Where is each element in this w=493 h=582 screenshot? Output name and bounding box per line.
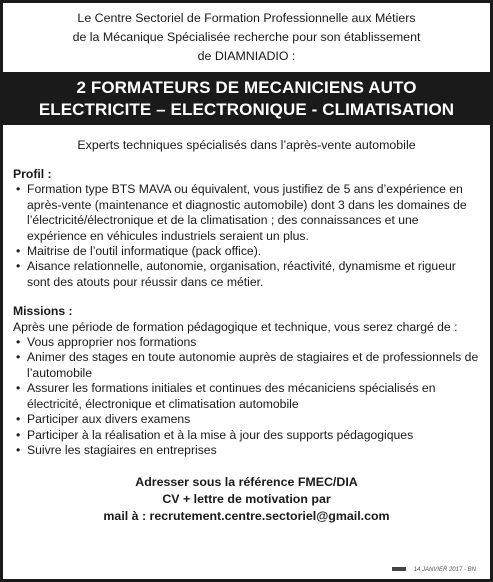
apply-reference: Adresser sous la référence FMEC/DIA	[135, 475, 358, 490]
tagline: Experts techniques spécialisés dans l’après-vente automobile	[77, 138, 416, 152]
mission-item: • Suivre les stagiaires en entreprises	[13, 443, 480, 458]
job-title-line-1: 2 FORMATEURS DE MECANICIENS AUTO	[76, 78, 417, 97]
missions-list	[13, 335, 480, 458]
apply-documents: CV + lettre de motivation par	[162, 492, 331, 507]
profil-list	[13, 182, 480, 290]
missions-lead: Après une période de formation pédagogique et technique, vous serez chargé de :	[13, 319, 458, 334]
newspaper-logo-icon	[392, 567, 406, 571]
intro-line-1: Le Centre Sectoriel de Formation Professionnelle aux Métiers	[77, 11, 416, 25]
mission-item: • Assurer les formations initiales et continues des mécaniciens spécialisés en électricité, électronique et climatisation automobile	[13, 381, 480, 412]
intro-line-2: de la Mécanique Spécialisée recherche pour son établissement	[72, 30, 421, 44]
profil-item: • Aisance relationnelle, autonomie, organisation, réactivité, dynamisme et rigueur sont des atouts pour réussir dans ce métier.	[13, 259, 480, 290]
mission-item: • Participer aux divers examens	[13, 412, 480, 427]
apply-email[interactable]: mail à : recrutement.centre.sectoriel@gmail.com	[103, 509, 390, 524]
mission-item: • Participer à la réalisation et à la mise à jour des supports pédagogiques	[13, 428, 480, 443]
job-title-line-2: ELECTRICITE – ELECTRONIQUE - CLIMATISATION	[38, 100, 455, 119]
missions-title: Missions :	[13, 304, 73, 319]
profil-item: • Maitrise de l’outil informatique (pack office).	[13, 244, 480, 259]
intro-line-3: de DIAMNIADIO :	[197, 49, 296, 63]
profil-item: • Formation type BTS MAVA ou équivalent, vous justifiez de 5 ans d’expérience en après-vente (maintenance et diagnostic automobile) dont 3 dans les domaines de l’électricité/électronique et de la climatisation ; des connaissances et une expérience en véhicules industriels seraient un plus.	[13, 182, 480, 244]
publication-date: 14 JANVIER 2017 - BN	[413, 567, 476, 573]
mission-item: • Vous approprier nos formations	[13, 335, 480, 350]
publication-footer	[392, 567, 476, 573]
mission-item: • Animer des stages en toute autonomie auprès de stagiaires et de professionnels de l’automobile	[13, 350, 480, 381]
job-title-banner	[3, 72, 490, 125]
profil-section	[3, 167, 490, 290]
profil-title: Profil :	[13, 167, 52, 181]
intro-text	[3, 9, 490, 66]
application-instructions	[3, 474, 490, 525]
missions-section	[3, 304, 490, 458]
